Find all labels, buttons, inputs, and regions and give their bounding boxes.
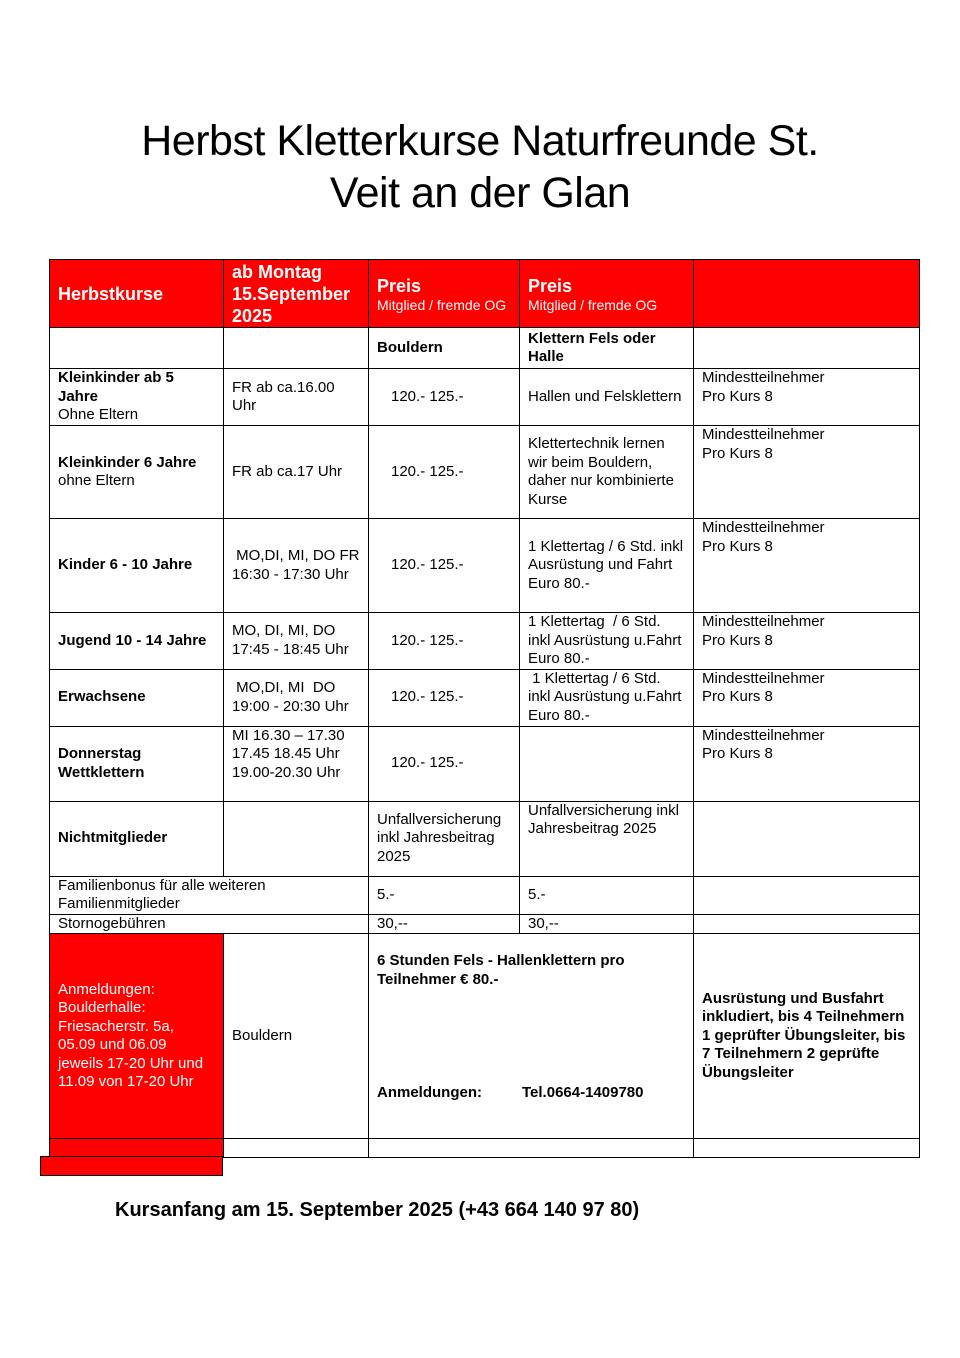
course-climb: 1 Klettertag / 6 Std. inkl Ausrüstung u.Fahrt Euro 80.-: [520, 613, 694, 670]
header-price-klettern: Preis Mitglied / fremde OG: [520, 260, 694, 328]
course-name: Jugend 10 - 14 Jahre: [50, 613, 224, 670]
course-price: 120.- 125.-: [369, 519, 520, 613]
table-row: [50, 519, 920, 613]
page-title-line-2: Veit an der Glan: [329, 169, 631, 217]
registration-row: [50, 934, 920, 1139]
registration-info: Anmeldungen: Boulderhalle: Friesacherstr. 5a, 05.09 und 06.09 jeweils 17-20 Uhr und 11.09 von 17-20 Uhr: [50, 934, 224, 1139]
storno-label: Stornogebühren: [50, 914, 369, 934]
nonmember-empty: [224, 801, 369, 876]
course-price: 120.- 125.-: [369, 426, 520, 519]
course-min-participants: Mindestteilnehmer Pro Kurs 8: [694, 426, 920, 519]
header-price-bouldern: Preis Mitglied / fremde OG: [369, 260, 520, 328]
course-name: Kinder 6 - 10 Jahre: [50, 519, 224, 613]
table-subheader-row: [50, 328, 920, 369]
course-time: FR ab ca.17 Uhr: [224, 426, 369, 519]
empty-cell: [369, 1139, 694, 1158]
course-climb: 1 Klettertag / 6 Std. inkl Ausrüstung u.Fahrt Euro 80.-: [520, 669, 694, 726]
course-price: 120.- 125.-: [369, 726, 520, 801]
course-min-participants: Mindestteilnehmer Pro Kurs 8: [694, 669, 920, 726]
empty-row-red: [50, 1139, 224, 1158]
course-min-participants: Mindestteilnehmer Pro Kurs 8: [694, 726, 920, 801]
registration-label: Anmeldungen:: [377, 1083, 482, 1101]
course-name: Kleinkinder 6 Jahre ohne Eltern: [50, 426, 224, 519]
registration-contact: [377, 1084, 644, 1103]
course-min-participants: Mindestteilnehmer Pro Kurs 8: [694, 613, 920, 670]
family-bonus-row: [50, 876, 920, 914]
family-bonus-label: Familienbonus für alle weiteren Familienmitglieder: [50, 876, 369, 914]
storno-row: [50, 914, 920, 934]
course-climb: Hallen und Felsklettern: [520, 369, 694, 426]
course-climb: Klettertechnik lernen wir beim Bouldern, daher nur kombinierte Kurse: [520, 426, 694, 519]
course-climb: [520, 726, 694, 801]
course-time: MO,DI, MI DO 19:00 - 20:30 Uhr: [224, 669, 369, 726]
header-empty: [694, 260, 920, 328]
table-row: [50, 669, 920, 726]
table-row: [50, 726, 920, 801]
course-price: 120.- 125.-: [369, 669, 520, 726]
family-bonus-empty: [694, 876, 920, 914]
course-table: [49, 259, 920, 1158]
course-name: Donnerstag Wettklettern: [50, 726, 224, 801]
course-climb: 1 Klettertag / 6 Std. inkl Ausrüstung und Fahrt Euro 80.-: [520, 519, 694, 613]
storno-bouldern: 30,--: [369, 914, 520, 934]
course-name: Erwachsene: [50, 669, 224, 726]
header-start-date: ab Montag 15.September 2025: [224, 260, 369, 328]
empty-cell: [224, 1139, 369, 1158]
page-title-line-1: Herbst Kletterkurse Naturfreunde St.: [141, 117, 819, 165]
table-row: [50, 369, 920, 426]
subheader-bouldern: Bouldern: [369, 328, 520, 369]
subheader-klettern: Klettern Fels oder Halle: [520, 328, 694, 369]
course-name: Kleinkinder ab 5 Jahre Ohne Eltern: [50, 369, 224, 426]
course-min-participants: Mindestteilnehmer Pro Kurs 8: [694, 519, 920, 613]
subheader-empty-1: [50, 328, 224, 369]
empty-row: [50, 1139, 920, 1158]
course-price: 120.- 125.-: [369, 613, 520, 670]
course-time: MO,DI, MI, DO FR 16:30 - 17:30 Uhr: [224, 519, 369, 613]
registration-phone: Tel.0664-1409780: [522, 1083, 644, 1101]
nonmember-label: Nichtmitglieder: [50, 801, 224, 876]
course-price: 120.- 125.-: [369, 369, 520, 426]
storno-empty: [694, 914, 920, 934]
registration-bouldern: Bouldern: [224, 934, 369, 1139]
course-min-participants: Mindestteilnehmer Pro Kurs 8: [694, 369, 920, 426]
page-title: [0, 115, 960, 219]
course-time: FR ab ca.16.00 Uhr: [224, 369, 369, 426]
table-header-row: [50, 260, 920, 328]
table-row: [50, 426, 920, 519]
header-herbstkurse: Herbstkurse: [50, 260, 224, 328]
nonmember-klettern: Unfallversicherung inkl Jahresbeitrag 2025: [520, 801, 694, 876]
registration-fels: 6 Stunden Fels - Hallenklettern pro Teilnehmer € 80.- Anmeldungen: Tel.0664-1409780: [369, 934, 694, 1139]
table-row: [50, 613, 920, 670]
registration-equipment: Ausrüstung und Busfahrt inkludiert, bis 4 Teilnehmern 1 geprüfter Übungsleiter, bis 7 Teilnehmern 2 geprüfte Übungsleiter: [694, 934, 920, 1139]
red-bar: [40, 1156, 223, 1176]
nonmember-empty-5: [694, 801, 920, 876]
course-start-footer: Kursanfang am 15. September 2025 (+43 664 140 97 80): [115, 1199, 640, 1221]
subheader-empty-2: [224, 328, 369, 369]
family-bonus-bouldern: 5.-: [369, 876, 520, 914]
course-time: MI 16.30 – 17.30 17.45 18.45 Uhr 19.00-20.30 Uhr: [224, 726, 369, 801]
family-bonus-klettern: 5.-: [520, 876, 694, 914]
nonmember-row: [50, 801, 920, 876]
storno-klettern: 30,--: [520, 914, 694, 934]
nonmember-bouldern: Unfallversicherung inkl Jahresbeitrag 2025: [369, 801, 520, 876]
course-time: MO, DI, MI, DO 17:45 - 18:45 Uhr: [224, 613, 369, 670]
empty-cell: [694, 1139, 920, 1158]
subheader-empty-5: [694, 328, 920, 369]
